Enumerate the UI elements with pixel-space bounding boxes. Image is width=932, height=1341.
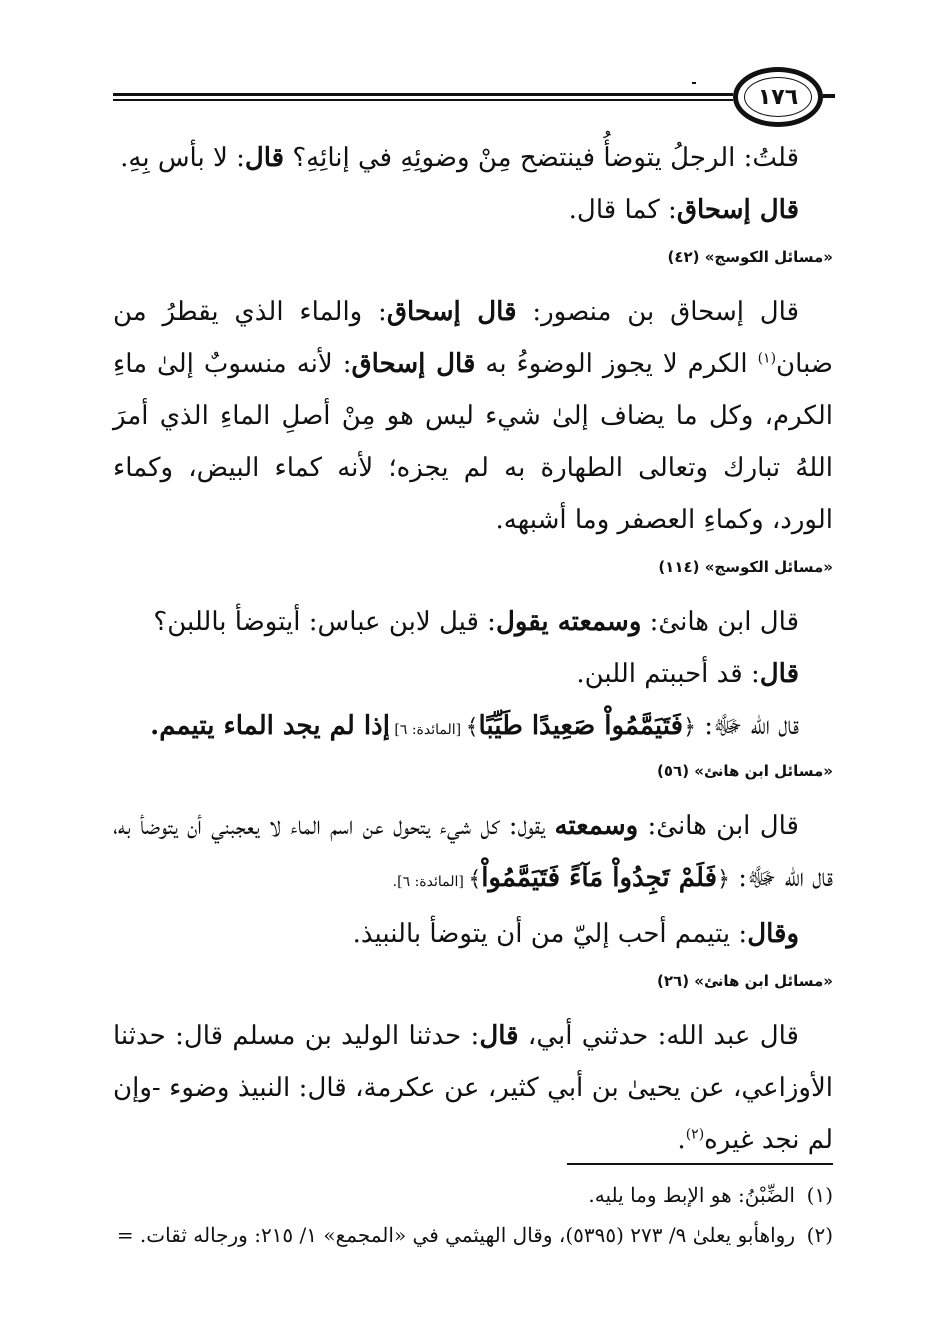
- source-citation-4: «مسائل ابن هانئ» (٢٦): [657, 972, 833, 990]
- source-citation-2: «مسائل الكوسج» (١١٤): [658, 558, 833, 576]
- footnote-number: (١): [806, 1183, 833, 1207]
- text-span: يقول: كل شيء يتحول عن اسم الماء لا يعجبني أن يتوضأ به، قال الله ﷻ:: [113, 811, 833, 893]
- paragraph-2: [113, 184, 833, 236]
- bold-term: قال إسحاق: [351, 349, 476, 379]
- text-span: قال إسحاق بن منصور:: [516, 297, 800, 327]
- source-citation-1: «مسائل الكوسج» (٤٢): [667, 248, 833, 266]
- text-span: : كما قال.: [568, 195, 677, 225]
- footnotes: [80, 1175, 833, 1255]
- bold-term: قال إسحاق: [676, 195, 799, 225]
- header-rule-thin: [113, 99, 733, 101]
- paragraph-8: [113, 908, 833, 960]
- paragraph-7: [113, 800, 833, 908]
- footnote-ref-1[interactable]: (١): [757, 350, 777, 367]
- footnote-1: [80, 1175, 833, 1215]
- header-dot: [692, 82, 696, 84]
- paragraph-1: [113, 132, 833, 184]
- verse-reference: [المائدة: ٦]: [389, 722, 466, 738]
- text-span: : والماء الذي يقطرُ من ضبان: [113, 297, 833, 379]
- text-span: الكرم لا يجوز الوضوءُ به: [475, 349, 758, 379]
- bold-term: قال: [759, 659, 799, 689]
- quran-bracket-open: ﴿: [717, 867, 730, 892]
- text-span: : يتيمم أحب إليّ من أن يتوضأ بالنبيذ.: [352, 919, 748, 949]
- footnote-number: (٢): [806, 1223, 833, 1247]
- bold-term: إذا لم يجد الماء يتيمم.: [150, 711, 390, 741]
- text-span: : حدثنا الوليد بن مسلم قال: حدثنا الأوزاعي، عن يحيىٰ بن أبي كثير، عن عكرمة، قال: النبيذ وضوء -وإن لم نجد غيره: [113, 1021, 833, 1155]
- page-number-badge: [733, 67, 823, 127]
- footnote-text: الضِّبْنُ: هو الإبط وما يليه.: [588, 1183, 795, 1207]
- footnote-ref-2[interactable]: (٢): [685, 1126, 705, 1143]
- header-rule: [113, 93, 733, 96]
- quran-verse: فَتَيَمَّمُواْ صَعِيدًا طَيِّبًا: [478, 711, 684, 741]
- paragraph-6: [113, 700, 833, 756]
- paragraph-5: [113, 648, 833, 700]
- text-span: قال ابن هانئ:: [641, 607, 799, 637]
- text-span: قلتُ: الرجلُ يتوضأُ فينتضح مِنْ وضوئِهِ في إنائِهِ؟: [284, 143, 799, 173]
- bold-term: وسمعته يقول: [495, 607, 642, 637]
- footnote-separator: [567, 1163, 833, 1165]
- text-span: قال الله ﷻ:: [695, 711, 799, 741]
- paragraph-3: [113, 286, 833, 546]
- paragraph-9: [113, 1010, 833, 1166]
- source-citation-3: «مسائل ابن هانئ» (٥٦): [657, 762, 833, 780]
- text-span: قال ابن هانئ:: [638, 811, 799, 841]
- text-span: .: [677, 1125, 686, 1155]
- footnote-text: رواهأبو يعلىٰ ٩/ ٢٧٣ (٥٣٩٥)، وقال الهيثمي في «المجمع» ١/ ٢١٥: ورجاله ثقات. =: [116, 1223, 795, 1247]
- footnote-2: [80, 1215, 833, 1255]
- header-rule-right: [823, 94, 835, 98]
- text-span: قال عبد الله: حدثني أبي،: [518, 1021, 799, 1051]
- quran-bracket-open: ﴿: [683, 715, 696, 740]
- page-number: ١٧٦: [757, 84, 799, 110]
- text-span: : لا بأس بِهِ.: [120, 143, 245, 173]
- quran-bracket-close: ﴾: [465, 715, 479, 740]
- paragraph-4: [113, 596, 833, 648]
- quran-verse: فَلَمْ تَجِدُواْ مَآءً فَتَيَمَّمُواْ: [481, 863, 718, 893]
- bold-term: قال: [479, 1021, 519, 1051]
- text-span: : قد أحببتم اللبن.: [576, 659, 760, 689]
- bold-term: قال إسحاق: [386, 297, 517, 327]
- text-span: : قيل لابن عباس: أيتوضأ باللبن؟: [153, 607, 496, 637]
- main-text: [113, 132, 833, 1166]
- bold-term: وسمعته: [554, 811, 639, 841]
- bold-term: قال: [244, 143, 285, 173]
- quran-bracket-close: ﴾: [468, 867, 482, 892]
- bold-term: وقال: [747, 919, 799, 949]
- verse-reference: [المائدة: ٦].: [392, 874, 469, 890]
- text-span: : لأنه منسوبٌ إلىٰ ماءِ الكرم، وكل ما يضاف إلىٰ شيء ليس هو مِنْ أصلِ الماءِ الذي أمرَ اللهُ تبارك وتعالى الطهارة به لم يجزه؛ لأنه كماء البيض، وكماء الورد، وكماءِ العصفر وما أشبهه.: [113, 349, 833, 535]
